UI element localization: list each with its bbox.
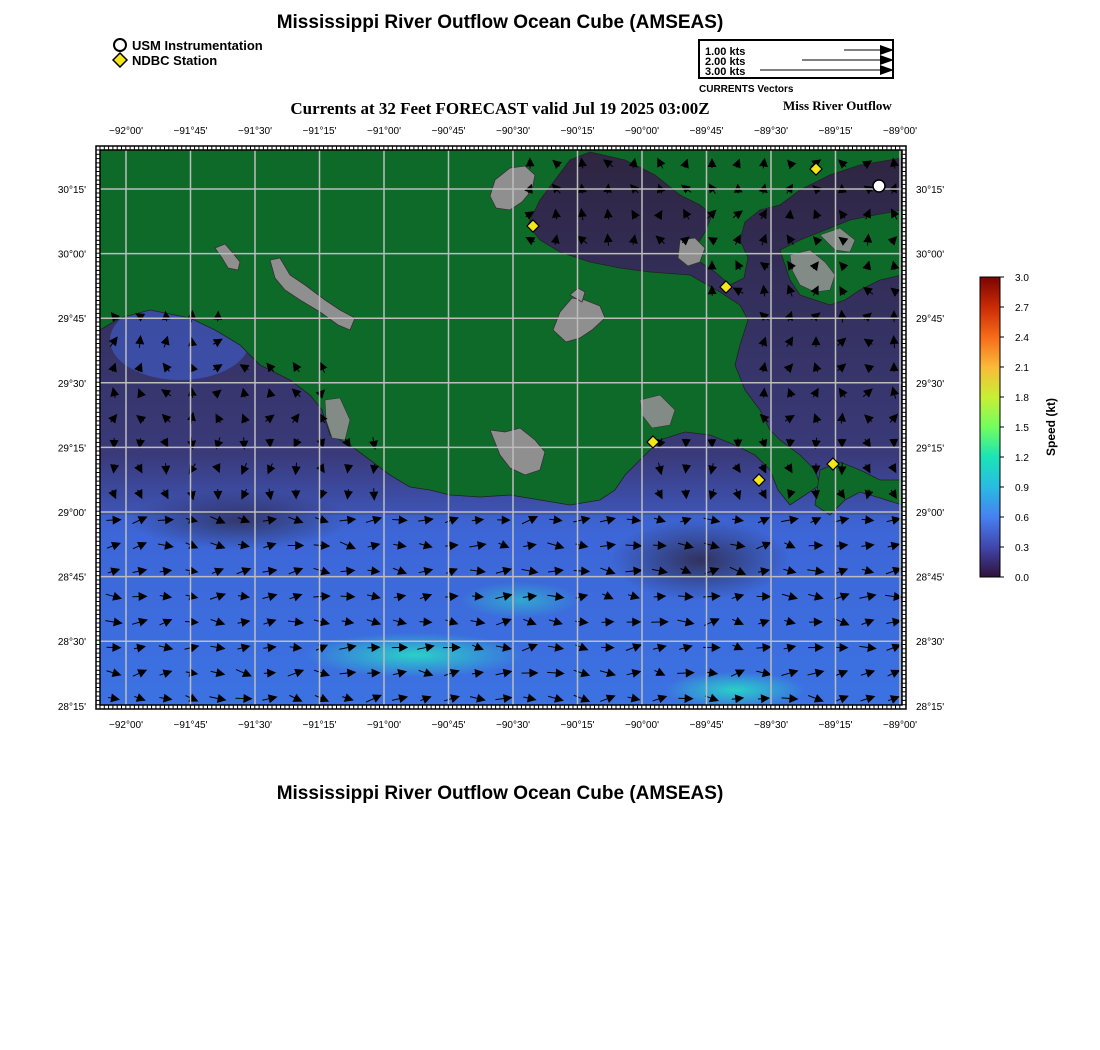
lat-tick-label-left: 28°15' bbox=[57, 701, 86, 713]
lon-tick-label-top: −89°00' bbox=[883, 126, 917, 137]
lat-tick-label-left: 28°45' bbox=[57, 572, 86, 584]
lat-tick-label-right: 28°15' bbox=[916, 701, 945, 713]
lat-tick-label-right: 29°45' bbox=[916, 314, 945, 326]
colorbar-tick-label: 1.2 bbox=[1015, 453, 1029, 464]
region-label: Miss River Outflow bbox=[783, 98, 892, 113]
colorbar-tick-label: 3.0 bbox=[1015, 273, 1029, 284]
lon-tick-label-bottom: −89°45' bbox=[689, 720, 724, 731]
lon-tick-label-top: −91°45' bbox=[173, 126, 208, 137]
lat-tick-label-right: 29°30' bbox=[916, 378, 945, 390]
vector-key-caption: CURRENTS Vectors bbox=[699, 84, 794, 95]
vector-key-2kt: 2.00 kts bbox=[705, 56, 746, 68]
fast-current-patch bbox=[305, 633, 525, 677]
lon-tick-label-bottom: −92°00' bbox=[109, 720, 143, 731]
speed-colorbar bbox=[970, 270, 1090, 590]
colorbar-tick-label: 0.9 bbox=[1015, 483, 1029, 494]
colorbar-tick-label: 1.5 bbox=[1015, 423, 1029, 434]
lon-tick-label-top: −90°45' bbox=[431, 126, 466, 137]
colorbar-tick-label: 0.0 bbox=[1015, 573, 1029, 584]
lat-tick-label-left: 30°00' bbox=[57, 249, 86, 261]
lat-tick-label-left: 29°45' bbox=[57, 314, 86, 326]
lon-tick-label-top: −90°30' bbox=[496, 126, 530, 137]
lat-tick-label-right: 30°15' bbox=[916, 185, 945, 196]
lat-tick-label-left: 29°00' bbox=[57, 508, 86, 519]
lon-tick-label-bottom: −90°30' bbox=[496, 720, 530, 731]
colorbar-ramp bbox=[980, 277, 1000, 577]
legend-usm-label: USM Instrumentation bbox=[132, 37, 263, 53]
lon-tick-label-bottom: −89°00' bbox=[883, 720, 917, 731]
lon-tick-label-top: −92°00' bbox=[109, 126, 143, 137]
colorbar-tick-label: 2.1 bbox=[1015, 363, 1029, 374]
lon-tick-label-top: −90°00' bbox=[625, 126, 659, 137]
lat-tick-label-left: 29°15' bbox=[57, 443, 86, 455]
lat-tick-label-left: 28°30' bbox=[57, 637, 86, 649]
lon-tick-label-bottom: −89°30' bbox=[754, 720, 788, 731]
colorbar-tick-label: 0.6 bbox=[1015, 513, 1029, 524]
footer-title: Mississippi River Outflow Ocean Cube (AMSEAS) bbox=[276, 783, 724, 804]
lat-tick-label-left: 30°15' bbox=[57, 185, 86, 196]
colorbar-tick-label: 2.7 bbox=[1015, 303, 1029, 314]
usm-station-marker bbox=[873, 180, 885, 192]
lon-tick-label-bottom: −90°15' bbox=[560, 720, 595, 731]
lon-tick-label-bottom: −91°45' bbox=[173, 720, 208, 731]
lon-tick-label-bottom: −91°15' bbox=[302, 720, 337, 731]
lon-tick-label-top: −89°15' bbox=[818, 126, 853, 137]
colorbar-label: Speed (kt) bbox=[1044, 397, 1058, 457]
lat-tick-label-right: 28°45' bbox=[916, 572, 945, 584]
lon-tick-label-top: −91°30' bbox=[238, 126, 272, 137]
lon-tick-label-top: −89°45' bbox=[689, 126, 724, 137]
lat-tick-label-right: 29°00' bbox=[916, 508, 945, 519]
vector-key-1kt: 1.00 kts bbox=[705, 46, 746, 58]
lon-tick-label-top: −91°15' bbox=[302, 126, 337, 137]
page-title: Mississippi River Outflow Ocean Cube (AMSEAS) bbox=[276, 12, 724, 33]
lat-tick-label-right: 29°15' bbox=[916, 443, 945, 455]
lon-tick-label-top: −89°30' bbox=[754, 126, 788, 137]
legend-ndbc-label: NDBC Station bbox=[132, 52, 218, 68]
lat-tick-label-right: 28°30' bbox=[916, 637, 945, 649]
lon-tick-label-bottom: −90°00' bbox=[625, 720, 659, 731]
colorbar-tick-label: 1.8 bbox=[1015, 393, 1029, 404]
lon-tick-label-top: −91°00' bbox=[367, 126, 401, 137]
vector-key-3kt: 3.00 kts bbox=[705, 66, 746, 78]
lon-tick-label-bottom: −89°15' bbox=[818, 720, 853, 731]
colorbar-tick-label: 2.4 bbox=[1015, 333, 1029, 344]
map-title: Currents at 32 Feet FORECAST valid Jul 19 2025 03:00Z bbox=[290, 99, 710, 118]
lon-tick-label-bottom: −90°45' bbox=[431, 720, 466, 731]
lon-tick-label-bottom: −91°00' bbox=[367, 720, 401, 731]
lat-tick-label-left: 29°30' bbox=[57, 378, 86, 390]
lon-tick-label-top: −90°15' bbox=[560, 126, 595, 137]
colorbar-tick-label: 0.3 bbox=[1015, 543, 1029, 554]
lat-tick-label-right: 30°00' bbox=[916, 249, 945, 261]
lon-tick-label-bottom: −91°30' bbox=[238, 720, 272, 731]
